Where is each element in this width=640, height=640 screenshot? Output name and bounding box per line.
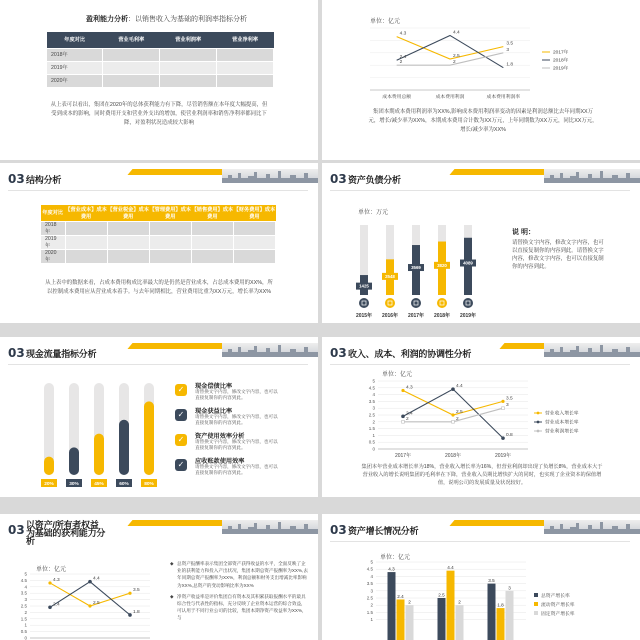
- table-cell: 2018年: [47, 48, 103, 61]
- bar: [69, 447, 79, 475]
- progress-bars-chart: [30, 375, 170, 495]
- indicator-item: [175, 381, 305, 405]
- series-line: [403, 391, 503, 415]
- y-tick-label: 3: [372, 405, 375, 411]
- table-header: 营业利润率: [175, 37, 202, 44]
- bar: [119, 420, 129, 475]
- y-tick-label: 2.5: [20, 603, 27, 609]
- data-label: 4.4: [447, 565, 454, 571]
- table-header: 年度对比: [64, 37, 86, 44]
- data-point: [128, 592, 131, 595]
- x-tick-label: 2017年: [394, 453, 412, 459]
- category-icon: [385, 298, 395, 308]
- data-point: [451, 413, 454, 416]
- legend-label: 固定资产增长率: [541, 612, 575, 617]
- bar: [447, 571, 455, 640]
- data-label: 2: [456, 416, 459, 422]
- header-accent: [449, 520, 554, 526]
- analysis-note: 集团本年营业成本增长率为18%，营业收入增长率为16%，但营业利润却出现了负增长8%，营业成本大于营业收入的增长说明集团的毛利率在下降，营业收入员期比增快扩大的同时，也实现了企业资本的保值增值，说明公司的发展质量及状况较好。: [361, 464, 603, 486]
- y-tick-label: 1.5: [20, 616, 27, 622]
- data-label: 3.5: [133, 588, 140, 594]
- data-label: 3: [506, 403, 509, 409]
- legend-label: 总资产增长率: [541, 594, 570, 599]
- data-label: 3: [506, 47, 510, 53]
- y-tick-label: 1.5: [366, 609, 373, 615]
- line-chart: [322, 373, 640, 463]
- indicator-title: 资产使用效率分析: [195, 433, 245, 440]
- bar-value: 30%: [69, 482, 79, 487]
- data-label: 4.4: [456, 384, 463, 390]
- data-point: [401, 389, 404, 392]
- bar-chart: [342, 213, 522, 323]
- data-point: [452, 420, 455, 423]
- data-label: 4.3: [53, 577, 60, 583]
- bar: [406, 605, 414, 640]
- y-tick-label: 2.5: [366, 595, 373, 601]
- slide-roa[interactable]: [0, 514, 318, 640]
- y-tick-label: 0.5: [368, 439, 375, 445]
- slide-profitability[interactable]: [0, 0, 318, 160]
- x-tick-label: 2015年: [355, 313, 373, 319]
- table-header: 【财务费用】成本费用: [233, 206, 276, 220]
- bar-value: 3820: [437, 262, 447, 268]
- bar-chart: [322, 558, 640, 640]
- data-point: [88, 580, 92, 584]
- indicator-list: [175, 381, 305, 481]
- line-chart: [322, 18, 640, 118]
- slide-coordination[interactable]: [322, 337, 640, 497]
- section-number: 03: [8, 523, 25, 537]
- city-banner: [544, 520, 640, 534]
- slide-assets-liabilities[interactable]: [322, 163, 640, 323]
- legend-label: 营业成本增长率: [545, 420, 579, 426]
- table-cell: 2020年: [41, 249, 66, 263]
- y-tick-label: 4.5: [20, 577, 27, 583]
- y-tick-label: 5: [24, 571, 27, 577]
- y-tick-label: 4.5: [368, 385, 375, 391]
- city-banner: [544, 169, 640, 183]
- slide-asset-growth[interactable]: [322, 514, 640, 640]
- table-cell: 2020年: [47, 74, 103, 87]
- data-label: 2.5: [438, 592, 445, 598]
- x-tick-label: 成本费用利润率: [486, 95, 521, 100]
- y-tick-label: 4.5: [366, 566, 373, 572]
- slide-title: 资产负债分析: [348, 175, 401, 185]
- legend-label: 营业收入增长率: [545, 411, 579, 417]
- y-tick-label: 2: [370, 602, 373, 608]
- category-icon: [359, 298, 369, 308]
- legend-label: 2018年: [553, 58, 569, 64]
- unit-label: 单位：亿元: [370, 19, 401, 25]
- y-tick-label: 3: [370, 588, 373, 594]
- city-banner: [222, 169, 318, 183]
- slide-cost-profit-chart[interactable]: [322, 0, 640, 160]
- indicator-title: 现金获益比率: [195, 408, 233, 415]
- y-tick-label: 4: [24, 584, 27, 590]
- y-tick-label: 3.5: [20, 590, 27, 596]
- table-header: 营业净利率: [232, 37, 259, 44]
- data-label: 0.8: [506, 433, 513, 439]
- section-number: 03: [330, 346, 347, 360]
- bar-value: 1425: [359, 283, 369, 289]
- y-tick-label: 3: [24, 597, 27, 603]
- unit-label: 单位：亿元: [380, 555, 411, 561]
- data-point: [128, 613, 132, 617]
- bar-value: 45%: [94, 482, 104, 487]
- data-point: [48, 605, 52, 609]
- data-label: 4.3: [406, 385, 413, 391]
- analysis-note: 从上表中的数据来看，占成本费用构成比率最大的是仍然是营业成本，占总成本费用的XX%，所以控制成本费用应从营业成本着手。与去年同期相比，营业费用比重为XX万元，增长率为XX%: [45, 280, 273, 295]
- y-tick-label: 2.5: [368, 412, 375, 418]
- data-label: 2.5: [456, 410, 463, 415]
- bar-value: 2548: [385, 273, 395, 279]
- unit-label: 单位：亿元: [382, 372, 413, 378]
- slide-title: 结构分析: [26, 175, 62, 185]
- x-tick-label: 2019年: [494, 453, 512, 459]
- table-header: 【营业成本】成本费用: [65, 206, 107, 220]
- legend-marker: [537, 430, 540, 433]
- indicator-title: 现金偿债比率: [195, 383, 233, 390]
- data-point: [48, 581, 51, 584]
- slide-title-row: [86, 14, 247, 24]
- desc-text: 请替换文字内容，修改文字内容，也可以直接复制你的内容到此。请替换文字内容，修改文字内容，也可以直接复制你的内容到此。: [512, 240, 604, 270]
- bar: [144, 401, 154, 475]
- city-banner: [222, 520, 318, 534]
- bar: [94, 434, 104, 475]
- legend-label: 营业利润增长率: [545, 429, 579, 435]
- data-point: [501, 436, 505, 440]
- y-tick-label: 1: [24, 622, 27, 628]
- check-icon: ✓: [175, 409, 187, 421]
- series-line: [50, 583, 130, 606]
- data-label: 2: [453, 60, 456, 66]
- unit-label: 单位：万元: [358, 210, 389, 216]
- indicator-item: [175, 431, 305, 455]
- table-cell: 2019年: [47, 61, 103, 74]
- data-label: 2: [406, 416, 409, 422]
- legend-label: 2019年: [553, 66, 569, 72]
- bar: [438, 598, 446, 640]
- city-banner: [544, 343, 640, 357]
- indicator-item: [175, 456, 305, 480]
- structure-table: [40, 205, 276, 264]
- legend-swatch: [534, 611, 538, 615]
- x-tick-label: 2019年: [459, 313, 477, 319]
- category-icon: [411, 298, 421, 308]
- bar-value: 3569: [411, 265, 421, 271]
- desc-title: 说 明：: [512, 229, 535, 236]
- table-header: 【管理费用】成本费用: [149, 206, 191, 220]
- data-point: [502, 407, 505, 410]
- data-label: 3: [508, 585, 511, 591]
- header-accent: [127, 520, 232, 526]
- bar: [497, 608, 505, 640]
- y-tick-label: 1.5: [368, 426, 375, 432]
- y-tick-label: 4: [372, 392, 375, 398]
- bar: [488, 584, 496, 640]
- table-cell: 2019年: [41, 235, 66, 249]
- legend-swatch: [534, 593, 538, 597]
- y-tick-label: 0: [372, 446, 375, 452]
- data-point: [402, 420, 405, 423]
- data-label: 4.4: [93, 576, 100, 582]
- slide-title: 收入、成本、利润的协调性分析: [348, 349, 472, 359]
- data-label: 4.3: [388, 566, 395, 572]
- slide-title: 资产增长情况分析: [348, 526, 419, 536]
- indicator-text: 请替换文字内容，修改文字内容，也可以直接复制你的内容到此。: [195, 389, 278, 401]
- data-label: 4.3: [399, 31, 407, 37]
- x-tick-label: 2016年: [381, 313, 399, 319]
- analysis-note: 集团本期成本费用利润率为XX%,影响成本费用利润率变动的因素是利润总额比去年同期XX万元，增长/减少率为XX%，本期成本费用合计数为XX万元，上年同期数为XX万元，同比XX万元，增长/减少率为XX%: [368, 109, 598, 133]
- x-tick-label: 成本费用总额: [382, 95, 412, 100]
- data-label: 2.5: [453, 54, 460, 59]
- data-label: 2: [399, 60, 403, 66]
- data-point: [501, 400, 504, 403]
- bar-value: 80%: [144, 482, 154, 487]
- slide-structure[interactable]: [0, 163, 318, 323]
- y-tick-label: 2: [372, 419, 375, 425]
- data-label: 3.5: [506, 41, 514, 47]
- data-point: [88, 604, 91, 607]
- data-label: 1.8: [133, 609, 140, 615]
- table-header: 营业毛利率: [118, 37, 145, 44]
- bullet-list: [170, 560, 310, 622]
- indicator-text: 请替换文字内容，修改文字内容，也可以直接复制你的内容到此。: [195, 464, 278, 476]
- x-tick-label: 2018年: [433, 313, 451, 319]
- legend-marker: [537, 412, 540, 415]
- y-tick-label: 0.5: [20, 629, 27, 635]
- slide-title: 现金流量指标分析: [26, 349, 97, 359]
- y-tick-label: 2: [24, 609, 27, 615]
- slide-title: 以资产/所有者权益为基础的获利能力分析: [26, 520, 106, 546]
- table-cell: 2018年: [41, 221, 66, 235]
- y-tick-label: 4: [370, 573, 373, 579]
- data-label: 2.5: [93, 601, 100, 606]
- legend-swatch: [534, 602, 538, 606]
- category-icon: [437, 298, 447, 308]
- section-number: 03: [8, 172, 25, 186]
- bar: [456, 605, 464, 640]
- analysis-note: 从上表可以看出，集团在2020年的总体获利能力有下降，尽管销售额在本年度大幅提高，但受到成本的影响，同时费用开支和营业外支出的增加，使营业利润率和销售净利率都同比下降，对盈利状况造成较大影响: [50, 102, 268, 126]
- profit-table: [46, 32, 274, 88]
- line-chart: [0, 568, 160, 640]
- data-label: 2.4: [399, 55, 407, 61]
- slide-cash-flow[interactable]: [0, 337, 318, 497]
- indicator-text: 请替换文字内容，修改文字内容，也可以直接复制你的内容到此。: [195, 439, 278, 451]
- data-label: 3.5: [488, 578, 495, 584]
- x-tick-label: 2017年: [407, 313, 425, 319]
- data-label: 3.5: [506, 396, 513, 402]
- bar: [397, 599, 405, 640]
- data-label: 1.8: [506, 62, 514, 68]
- y-tick-label: 3.5: [368, 398, 375, 404]
- bar-value: 60%: [119, 482, 129, 487]
- section-number: 03: [330, 172, 347, 186]
- indicator-text: 请替换文字内容，修改文字内容，也可以直接复制你的内容到此。: [195, 414, 278, 426]
- y-tick-label: 0: [24, 635, 27, 640]
- header-accent: [127, 343, 232, 349]
- data-label: 1.8: [497, 602, 504, 608]
- y-tick-label: 1: [370, 617, 373, 623]
- slide-title: 盈利能力分析: [86, 16, 128, 23]
- data-point: [401, 415, 405, 419]
- header-accent: [449, 169, 554, 175]
- indicator-title: 应收账款使用效率: [195, 458, 245, 465]
- slide-subtitle: ：以销售收入为基础的利润率指标分析: [128, 16, 247, 23]
- data-label: 2.4: [406, 411, 413, 417]
- indicator-item: [175, 406, 305, 430]
- series-line: [397, 37, 504, 59]
- bar: [388, 572, 396, 640]
- table-header: 年度对比: [42, 210, 64, 217]
- bar: [506, 591, 514, 640]
- bar: [44, 457, 54, 475]
- bullet-item: ◆ 总资产报酬率表示集团全部资产获得收益的水平，全面反映了企业的获利能力和投入产出状况，集团本期总资产报酬率为XX%,去年同期总资产报酬率为XX%，利润总额和财务支出增减比率影响为XX%,总资产的变动影响比率为XX%: [170, 561, 308, 588]
- section-number: 03: [330, 523, 347, 537]
- y-tick-label: 3.5: [366, 581, 373, 587]
- table-header: 【销售费用】成本费用: [191, 206, 234, 220]
- category-icon: [463, 298, 473, 308]
- table-header: 【营业税金】成本费用: [107, 206, 149, 220]
- data-label: 2.4: [397, 593, 404, 599]
- data-label: 4.4: [453, 30, 460, 36]
- section-number: 03: [8, 346, 25, 360]
- bullet-item: ◆ 净资产收益率是评价集团自有资本及其积累获取报酬水平的最具综合性与代表性的指标，充分反映了企业资本运营的综合效益，可认用于不同行业公司的比较，集团本期净资产收益率为XX%，与: [170, 593, 307, 621]
- y-tick-label: 5: [372, 378, 375, 384]
- x-tick-label: 成本费用利润: [435, 95, 465, 100]
- bar-value: 20%: [44, 482, 54, 487]
- bar-value: 4089: [463, 260, 473, 266]
- legend-marker: [537, 421, 540, 424]
- data-point: [451, 387, 455, 391]
- x-tick-label: 2018年: [444, 453, 462, 459]
- city-banner: [222, 343, 318, 357]
- unit-label: 单位：亿元: [36, 567, 67, 573]
- legend-label: 2017年: [553, 50, 569, 56]
- y-tick-label: 5: [370, 559, 373, 565]
- y-tick-label: 1: [372, 432, 375, 438]
- legend-label: 流动资产增长率: [541, 603, 575, 608]
- data-label: 2.4: [53, 602, 60, 608]
- check-icon: ✓: [175, 459, 187, 471]
- header-accent: [127, 169, 232, 175]
- data-label: 2: [408, 599, 411, 605]
- data-label: 2: [458, 599, 461, 605]
- check-icon: ✓: [175, 384, 187, 396]
- check-icon: ✓: [175, 434, 187, 446]
